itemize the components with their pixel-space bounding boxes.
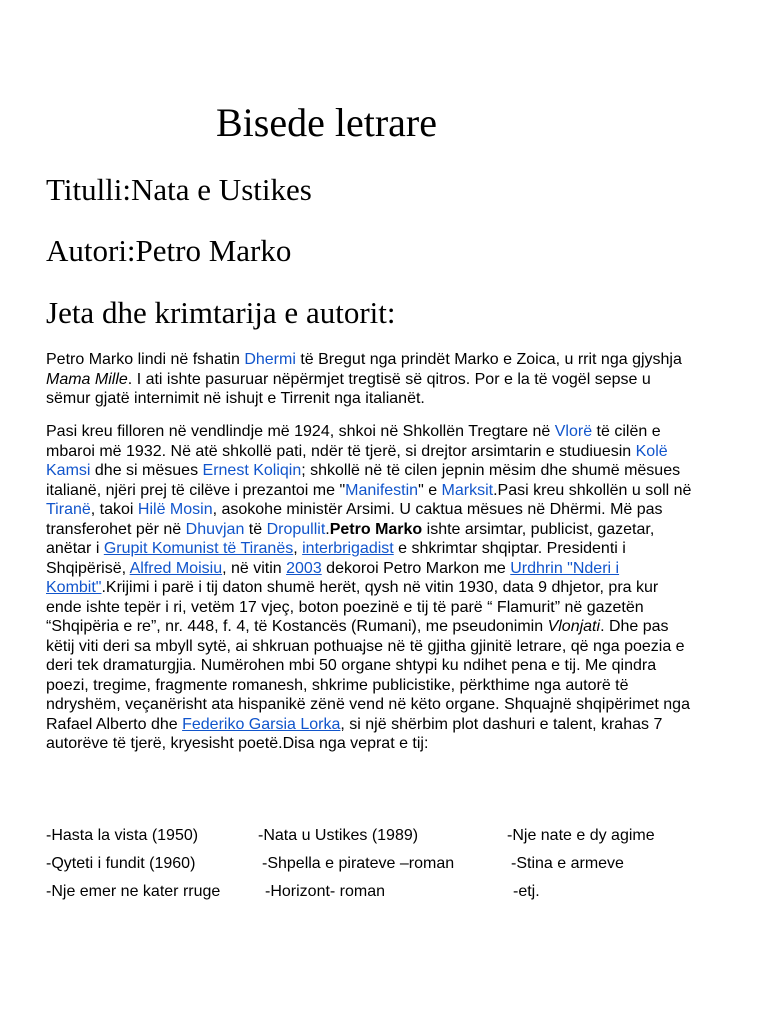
title-line: Titulli:Nata e Ustikes [46,172,312,207]
pseudonym-vlonjati: Vlonjati [547,618,601,635]
link-vlore[interactable]: Vlorë [554,423,593,440]
text-run: , në vitin [222,559,287,577]
text-run: .Krijimi i parë i tij daton shumë herët, qysh në vitin 1930, data 9 dhjetor, pra kur ende ishte tepër i ri, vetëm 17 vjeç, boton poezinë e tij të parë “ Flamurit” në gazetën “Shqipëria e re”, nr. 448, f. 4, të Kostancës (Rumani), me pseudonimin [46,579,659,635]
text-run: . Dhe pas këtij viti deri sa mbyll sytë, ai shkruan pothuajse në të gjitha gjinitë letrare, që nga poezia e deri tek dramaturgjia. Numërohen mbi 50 organe shtypi ku ndihet pena e tij. Me qindra poezi, tregime, fragmente romanesh, shkrime publicistike, përkthime nga autorë të ndryshëm, veçanërisht ata hispanikë zënë vend në këto organe. Shquajnë shqipërimet nga Rafael Alberto dhe [46,618,690,733]
author-name-bold: Petro Marko [329,520,423,538]
text-run: , [293,540,303,557]
link-alfred-moisiu[interactable]: Alfred Moisiu [129,559,223,577]
text-run: Pasi kreu filloren në vendlindje më 1924, shkoi në Shkollën Tregtare në [46,423,555,440]
work-item: -etj. [513,883,540,900]
text-run: e shkrimtar shqiptar. Presidenti i Shqipërisë, [46,540,626,577]
link-kole-kamsi[interactable]: Kolë Kamsi [46,442,668,479]
text-run: . I ati ishte pasuruar nëpërmjet tregtisë së qitros. Por e la të vogël sepse u sëmur gjatë internimit në ishujt e Tirrenit nga italianët. [46,370,651,407]
text-run: , takoi [90,501,138,518]
text-run: dekoroi Petro Markon me [321,559,511,577]
text-run: . [325,520,330,538]
life-heading: Jeta dhe krimtarija e autorit: [46,295,396,330]
link-dhermi[interactable]: Dhermi [244,351,296,368]
link-ernest-koliqi[interactable]: Ernest Koliqin [202,462,302,479]
document-title: Bisede letrare [216,100,437,145]
author-line: Autori:Petro Marko [46,233,292,268]
text-run: , si një shërbim plot dashuri e talent, krahas 7 autorëve të tjerë, kryesisht poetë.Disa nga veprat e tij: [46,715,663,752]
work-item: -Stina e armeve [511,855,624,872]
link-marksit[interactable]: Marksit [441,481,494,499]
link-urdhrin-nderi-i-kombit[interactable]: Urdhrin "Nderi i Kombit" [46,559,620,596]
link-hile-mosin[interactable]: Hilë Mosin [137,501,213,518]
text-run: .Pasi kreu shkollën u soll në [493,481,692,499]
link-tirane[interactable]: Tiranë [46,501,91,518]
text-run: , asokohe ministër Arsimi. U caktua mësues në Dhërmi. Më pas transferohet për në [46,501,663,538]
link-manifestin[interactable]: Manifestin [345,481,419,499]
biography-paragraph-2 [46,422,696,754]
text-run: Petro Marko lindi në fshatin [46,351,245,368]
link-federiko-garsia-lorka[interactable]: Federiko Garsia Lorka [182,715,341,733]
work-item: -Horizont- roman [265,883,386,900]
text-run: ; shkollë në të cilen jepnin mësim dhe shumë mësues italianë, njëri prej të cilëve i prezantoi me " [46,462,681,499]
link-dropullit[interactable]: Dropullit [266,520,326,538]
text-run: ishte arsimtar, publicist, gazetar, anëtar i [46,520,655,557]
work-item: -Hasta la vista (1950) [46,827,199,844]
text-run: të [244,520,267,538]
work-item: -Nje emer ne kater rruge [46,883,221,900]
link-interbrigadist[interactable]: interbrigadist [302,540,394,557]
text-run: " e [418,481,442,499]
text-run: dhe si mësues [90,462,203,479]
link-2003[interactable]: 2003 [286,559,322,577]
biography-paragraph-1 [46,350,696,409]
text-run: të cilën e mbaroi më 1932. Në atë shkollë pati, ndër të tjerë, si drejtor arsimtarin e studiuesin [46,423,661,460]
work-item: -Nje nate e dy agime [507,827,655,844]
link-grupit-komunist[interactable]: Grupit Komunist të Tiranës [103,540,294,557]
text-run: të Bregut nga prindët Marko e Zoica, u rrit nga gjyshja [295,351,682,368]
link-dhuvjan[interactable]: Dhuvjan [185,520,245,538]
work-item: -Nata u Ustikes (1989) [258,827,419,844]
work-item: -Shpella e pirateve –roman [262,855,455,872]
work-item: -Qyteti i fundit (1960) [46,855,196,872]
mama-mille-text: Mama Mille [46,370,128,388]
